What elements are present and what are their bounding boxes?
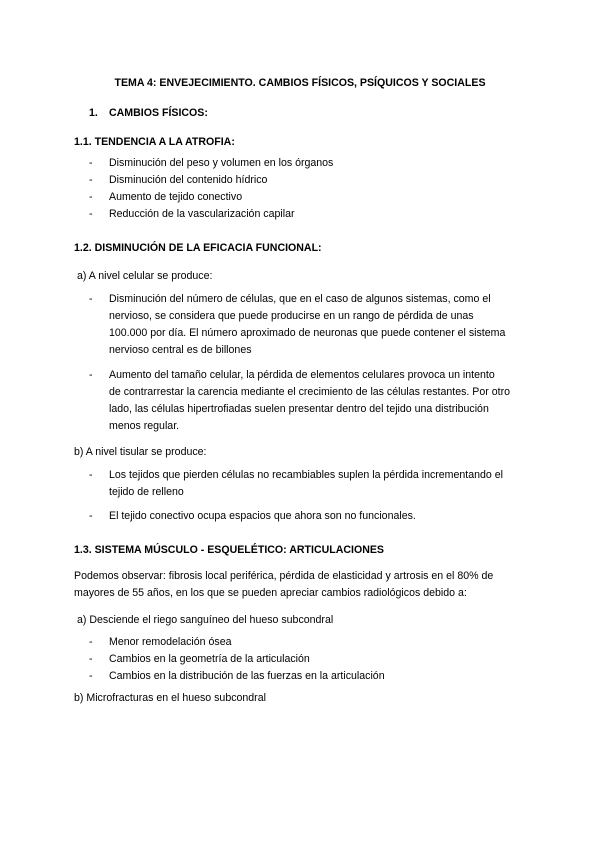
section-1-heading: CAMBIOS FÍSICOS: <box>109 107 208 119</box>
connective-tissue-item: El tejido conectivo ocupa espacios que ahora son no funcionales. <box>109 510 416 522</box>
dash-bullet: - <box>89 653 93 665</box>
list-item: - Disminución del peso y volumen en los órganos <box>89 155 333 172</box>
dash-bullet: - <box>89 636 93 648</box>
blood-flow-label: a) Desciende el riego sanguíneo del hueso subcondral <box>77 614 334 626</box>
joints-intro-paragraph: Podemos observar: fibrosis local periférica, pérdida de elasticidad y artrosis en el 80% de mayores de 55 años, en los que se pueden apreciar cambios radiológicos debido a: <box>74 570 494 599</box>
dash-bullet: - <box>89 191 93 203</box>
list-item: - Menor remodelación ósea <box>89 634 385 651</box>
list-item: - Cambios en la geometría de la articulación <box>89 651 385 668</box>
joint-changes-list <box>89 634 385 685</box>
list-item: - Cambios en la distribución de las fuerzas en la articulación <box>89 668 385 685</box>
cell-number-item: Disminución del número de células, que en el caso de algunos sistemas, como el nervioso, se considera que puede producirse en un rango de pérdida de unas 100.000 por día. El número aproximado de neuronas que puede contener el sistema nervioso central es de billones <box>109 293 506 356</box>
dash-bullet: - <box>89 157 93 169</box>
cell-size-item: Aumento del tamaño celular, la pérdida de elementos celulares provoca un intento de contrarrestar la carencia mediante el crecimiento de las células restantes. Por otro lado, las células hipertrofiadas suelen presentar dentro del tejido una distribución menos regular. <box>109 369 510 432</box>
dash-bullet: - <box>89 174 93 186</box>
dash-bullet: - <box>89 293 93 305</box>
list-item: - Aumento de tejido conectivo <box>89 189 333 206</box>
subsection-1-3-heading: 1.3. SISTEMA MÚSCULO - ESQUELÉTICO: ARTICULACIONES <box>74 544 384 556</box>
dash-bullet: - <box>89 510 93 522</box>
dash-bullet: - <box>89 670 93 682</box>
subsection-1-2-heading: 1.2. DISMINUCIÓN DE LA EFICACIA FUNCIONAL: <box>74 242 322 254</box>
dash-bullet: - <box>89 208 93 220</box>
dash-bullet: - <box>89 469 93 481</box>
subsection-1-1-heading: 1.1. TENDENCIA A LA ATROFIA: <box>74 136 235 148</box>
microfractures-label: b) Microfracturas en el hueso subcondral <box>74 692 266 704</box>
document-title: TEMA 4: ENVEJECIMIENTO. CAMBIOS FÍSICOS, PSÍQUICOS Y SOCIALES <box>114 77 486 89</box>
list-item: - Reducción de la vascularización capilar <box>89 206 333 223</box>
atrophy-list <box>89 155 333 223</box>
section-1-number: 1. <box>89 107 98 119</box>
list-item: - Disminución del contenido hídrico <box>89 172 333 189</box>
tissue-loss-item: Los tejidos que pierden células no recambiables suplen la pérdida incrementando el tejido de relleno <box>109 469 503 498</box>
cellular-level-label: a) A nivel celular se produce: <box>77 270 213 282</box>
dash-bullet: - <box>89 369 93 381</box>
tissue-level-label: b) A nivel tisular se produce: <box>74 446 207 458</box>
